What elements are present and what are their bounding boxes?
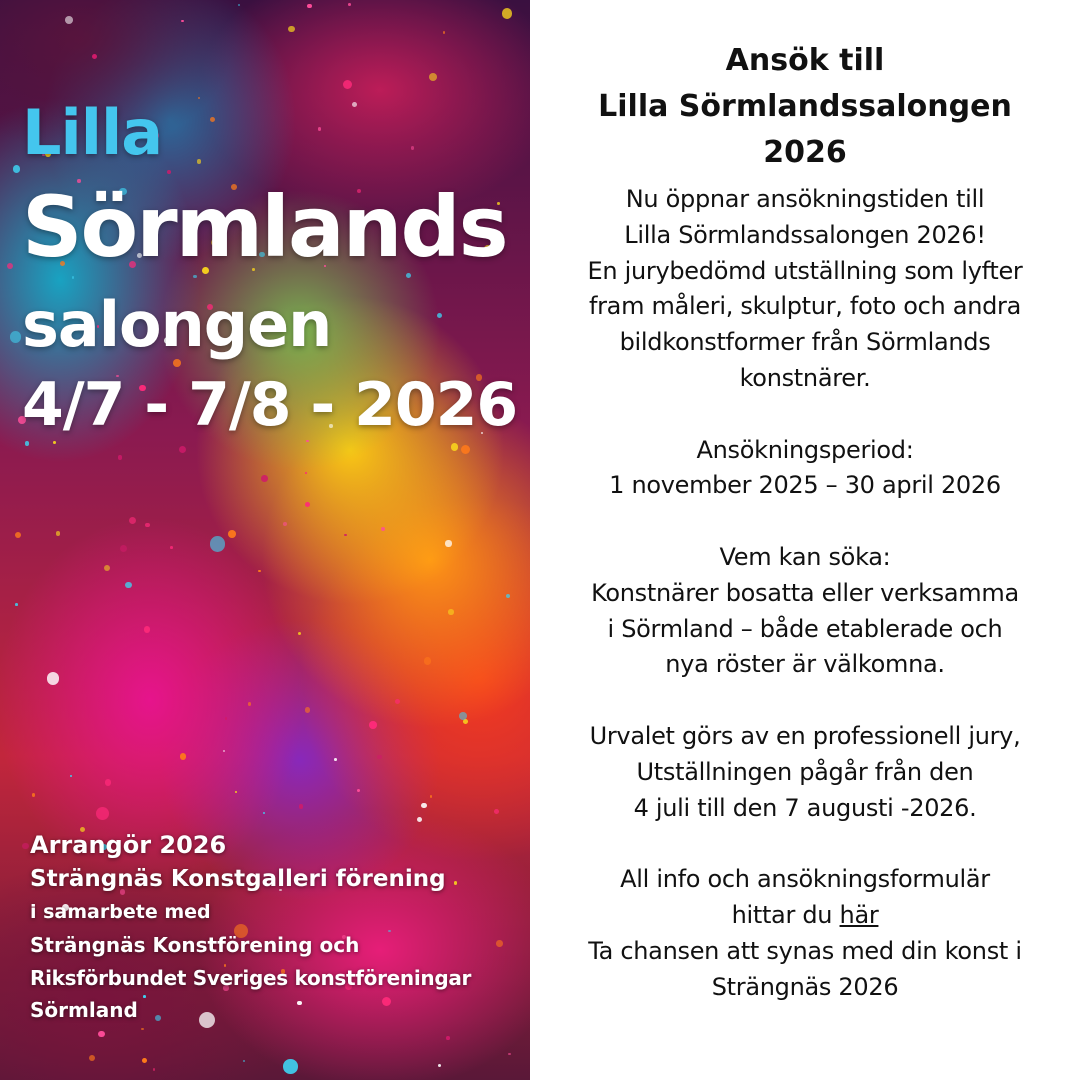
intro-line: Nu öppnar ansökningstiden till: [625, 185, 985, 213]
paint-speck: [369, 721, 376, 728]
more-info-link-line: [530, 898, 1080, 934]
paint-speck: [10, 331, 21, 342]
period-label: Ansökningsperiod:: [696, 435, 914, 464]
organizer-partner-2-region: Sörmland: [30, 998, 138, 1022]
paint-speck: [65, 16, 73, 24]
heading-line: Ansök till: [725, 43, 885, 78]
paint-speck: [417, 817, 422, 822]
paint-speck: [223, 750, 225, 752]
paint-speck: [167, 170, 171, 174]
organizer-collab-label: i samarbete med: [30, 901, 211, 923]
paint-speck: [98, 1031, 105, 1038]
paint-speck: [446, 1036, 450, 1040]
paint-speck: [261, 475, 268, 482]
organizer-block: [30, 828, 520, 1025]
paint-speck: [411, 146, 414, 149]
paint-speck: [47, 672, 59, 684]
paint-speck: [32, 793, 36, 797]
paint-speck: [429, 73, 437, 81]
info-heading: [530, 38, 1080, 176]
paint-speck: [298, 632, 301, 635]
paint-speck: [89, 1055, 95, 1061]
paint-speck: [377, 755, 381, 759]
paint-speck: [283, 1059, 298, 1074]
paint-speck: [305, 502, 310, 507]
paint-speck: [348, 3, 351, 6]
paint-speck: [141, 1028, 143, 1030]
who-line: nya röster är välkomna.: [665, 650, 945, 679]
more-info-line: Strängnäs 2026: [711, 972, 899, 1001]
paint-speck: [395, 699, 401, 705]
paint-speck: [142, 1058, 147, 1063]
organizer-heading: Arrangör 2026: [30, 831, 227, 859]
paint-speck: [334, 758, 337, 761]
more-info-line: All info och ansökningsformulär: [620, 865, 990, 894]
paint-speck: [53, 441, 56, 444]
paint-speck: [421, 803, 426, 808]
paint-speck: [104, 565, 110, 571]
paint-speck: [288, 26, 294, 32]
info-body: [530, 182, 1080, 1005]
paint-speck: [125, 582, 132, 589]
paint-speck: [459, 712, 467, 720]
paint-speck: [307, 4, 311, 8]
poster-dates: 4/7 - 7/8 - 2026: [22, 370, 518, 440]
who-line: Konstnärer bosatta eller verksamma: [591, 578, 1019, 607]
paint-speck: [144, 626, 151, 633]
organizer-partner-2: Riksförbundet Sveriges konstföreningar: [30, 966, 472, 990]
intro-line: konstnärer.: [739, 363, 871, 392]
spacer: [530, 826, 1080, 862]
more-info-line: Ta chansen att synas med din konst i: [588, 936, 1022, 965]
paint-speck: [430, 795, 433, 798]
paint-speck: [197, 159, 202, 164]
intro-line: En jurybedömd utställning som lyfter: [587, 256, 1023, 285]
paint-speck: [381, 527, 385, 531]
jury-line: Urvalet görs av en professionell jury,: [589, 721, 1021, 750]
paint-speck: [318, 127, 321, 130]
paint-speck: [70, 775, 73, 778]
spacer: [530, 397, 1080, 433]
paint-speck: [494, 809, 499, 814]
who-line: i Sörmland – både etablerade och: [607, 614, 1003, 643]
paint-speck: [170, 546, 173, 549]
paint-speck: [248, 702, 251, 705]
paint-speck: [438, 1064, 441, 1067]
paint-speck: [13, 165, 20, 172]
paint-speck: [210, 117, 216, 123]
info-panel: [530, 0, 1080, 1080]
paint-speck: [118, 455, 123, 460]
intro-line: fram måleri, skulptur, foto och andra: [588, 292, 1022, 321]
heading-line: Lilla Sörmlandssalongen: [598, 89, 1012, 124]
paint-speck: [238, 4, 240, 6]
who-label: Vem kan söka:: [719, 542, 891, 571]
paint-speck: [235, 791, 237, 793]
paint-speck: [15, 603, 18, 606]
paint-speck: [502, 8, 512, 18]
paint-speck: [129, 517, 136, 524]
jury-line: 4 juli till den 7 augusti -2026.: [633, 793, 977, 822]
paint-speck: [25, 441, 30, 446]
paint-speck: [357, 789, 360, 792]
intro-line: bildkonstformer från Sörmlands: [619, 328, 991, 357]
paint-speck: [424, 657, 432, 665]
paint-speck: [15, 532, 21, 538]
paint-speck: [92, 54, 97, 59]
paint-speck: [343, 80, 352, 89]
jury-line: Utställningen pågår från den: [636, 757, 974, 786]
paint-speck: [352, 102, 357, 107]
paint-speck: [225, 717, 228, 720]
paint-speck: [448, 609, 453, 614]
paint-speck: [344, 534, 347, 537]
paint-speck: [180, 753, 187, 760]
paint-speck: [443, 31, 446, 34]
heading-line: 2026: [763, 135, 847, 170]
paint-speck: [437, 313, 442, 318]
paint-speck: [258, 570, 260, 572]
paint-speck: [198, 97, 201, 100]
paint-speck: [451, 443, 458, 450]
paint-speck: [179, 446, 186, 453]
paint-speck: [305, 472, 307, 474]
paint-speck: [72, 276, 74, 278]
paint-speck: [7, 263, 13, 269]
paint-speck: [153, 1068, 155, 1070]
paint-speck: [96, 807, 109, 820]
paint-speck: [506, 594, 511, 599]
paint-speck: [305, 707, 310, 712]
paint-speck: [243, 1060, 245, 1062]
paint-speck: [299, 804, 303, 808]
link-prefix: hittar du: [731, 900, 840, 929]
spacer: [530, 683, 1080, 719]
spacer: [530, 504, 1080, 540]
paint-speck: [145, 523, 150, 528]
paint-speck: [461, 445, 470, 454]
paint-speck: [105, 779, 112, 786]
paint-speck: [228, 530, 236, 538]
paint-speck: [445, 540, 451, 546]
intro-line: Lilla Sörmlandssalongen 2026!: [624, 220, 986, 249]
paint-speck: [210, 536, 225, 551]
period-dates: 1 november 2025 – 30 april 2026: [609, 471, 1001, 500]
poster-title-sormlands: Sörmlands: [22, 178, 507, 276]
paint-speck: [508, 1053, 511, 1056]
paint-speck: [263, 812, 266, 815]
application-link[interactable]: här: [839, 900, 879, 929]
paint-speck: [120, 545, 127, 552]
poster-artwork: [0, 0, 530, 1080]
paint-speck: [56, 531, 61, 536]
paint-speck: [181, 20, 184, 23]
organizer-name: Strängnäs Konstgalleri förening: [30, 866, 446, 892]
paint-speck: [283, 522, 287, 526]
poster-title-lilla: Lilla: [22, 96, 163, 169]
organizer-partner-1: Strängnäs Konstförening och: [30, 933, 360, 957]
poster-title-salongen: salongen: [22, 288, 332, 361]
paint-speck: [22, 843, 28, 849]
